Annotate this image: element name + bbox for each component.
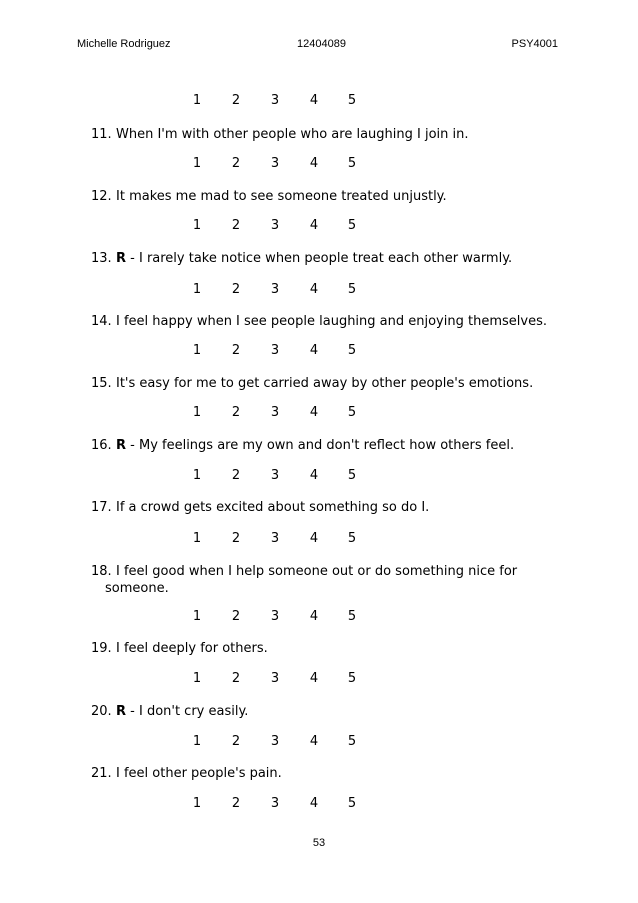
questionnaire-item-11 bbox=[91, 126, 561, 143]
questionnaire-item-12 bbox=[91, 188, 561, 205]
rating-scale bbox=[0, 671, 638, 689]
scale-option: 2 bbox=[231, 282, 241, 297]
scale-option: 5 bbox=[347, 468, 357, 483]
scale-option: 4 bbox=[309, 468, 319, 483]
scale-option: 2 bbox=[231, 218, 241, 233]
scale-option: 1 bbox=[192, 671, 202, 686]
scale-option: 5 bbox=[347, 734, 357, 749]
scale-option: 5 bbox=[347, 282, 357, 297]
item-number: 13. bbox=[91, 251, 112, 266]
item-number: 12. bbox=[91, 189, 112, 204]
scale-option: 1 bbox=[192, 343, 202, 358]
scale-option: 1 bbox=[192, 468, 202, 483]
page-header bbox=[0, 38, 638, 54]
scale-option: 2 bbox=[231, 796, 241, 811]
rating-scale bbox=[0, 468, 638, 486]
scale-option: 3 bbox=[270, 609, 280, 624]
scale-option: 1 bbox=[192, 609, 202, 624]
course-code: PSY4001 bbox=[511, 38, 558, 50]
scale-option: 1 bbox=[192, 93, 202, 108]
scale-option: 4 bbox=[309, 156, 319, 171]
questionnaire-item-19 bbox=[91, 640, 561, 657]
rating-scale bbox=[0, 405, 638, 423]
scale-option: 2 bbox=[231, 468, 241, 483]
questionnaire-item-17 bbox=[91, 499, 561, 516]
scale-option: 4 bbox=[309, 796, 319, 811]
scale-option: 1 bbox=[192, 282, 202, 297]
item-text: It makes me mad to see someone treated unjustly. bbox=[116, 189, 447, 204]
rating-scale bbox=[0, 218, 638, 236]
scale-option: 2 bbox=[231, 671, 241, 686]
item-number: 20. bbox=[91, 704, 112, 719]
scale-option: 2 bbox=[231, 405, 241, 420]
item-text: If a crowd gets excited about something so do I. bbox=[116, 500, 430, 515]
item-text: I feel other people's pain. bbox=[116, 766, 282, 781]
scale-option: 2 bbox=[231, 734, 241, 749]
scale-option: 2 bbox=[231, 343, 241, 358]
scale-option: 3 bbox=[270, 671, 280, 686]
scale-option: 1 bbox=[192, 405, 202, 420]
scale-option: 5 bbox=[347, 156, 357, 171]
scale-option: 2 bbox=[231, 531, 241, 546]
scale-option: 1 bbox=[192, 734, 202, 749]
scale-option: 3 bbox=[270, 734, 280, 749]
scale-option: 3 bbox=[270, 343, 280, 358]
rating-scale bbox=[0, 609, 638, 627]
scale-option: 5 bbox=[347, 671, 357, 686]
questionnaire-item-14 bbox=[91, 313, 561, 330]
item-number: 17. bbox=[91, 500, 112, 515]
scale-option: 4 bbox=[309, 671, 319, 686]
item-number: 14. bbox=[91, 314, 112, 329]
item-text: It's easy for me to get carried away by other people's emotions. bbox=[116, 376, 534, 391]
rating-scale bbox=[0, 156, 638, 174]
questionnaire-item-18 bbox=[91, 563, 561, 597]
scale-option: 4 bbox=[309, 531, 319, 546]
scale-option: 5 bbox=[347, 796, 357, 811]
page-number: 53 bbox=[312, 837, 326, 849]
item-number: 18. bbox=[91, 564, 112, 579]
scale-option: 3 bbox=[270, 218, 280, 233]
item-number: 15. bbox=[91, 376, 112, 391]
scale-option: 4 bbox=[309, 405, 319, 420]
questionnaire-item-16 bbox=[91, 437, 561, 454]
questionnaire-item-21 bbox=[91, 765, 561, 782]
rating-scale bbox=[0, 93, 638, 111]
scale-option: 5 bbox=[347, 343, 357, 358]
scale-option: 3 bbox=[270, 156, 280, 171]
scale-option: 1 bbox=[192, 218, 202, 233]
item-number: 19. bbox=[91, 641, 112, 656]
scale-option: 4 bbox=[309, 218, 319, 233]
scale-option: 1 bbox=[192, 156, 202, 171]
item-text: I feel good when I help someone out or do something nice for bbox=[116, 564, 518, 579]
item-number: 16. bbox=[91, 438, 112, 453]
scale-option: 3 bbox=[270, 468, 280, 483]
scale-option: 5 bbox=[347, 609, 357, 624]
scale-option: 2 bbox=[231, 609, 241, 624]
reverse-marker: R bbox=[116, 438, 127, 453]
item-text: I feel happy when I see people laughing and enjoying themselves. bbox=[116, 314, 547, 329]
author-name: Michelle Rodriguez bbox=[77, 38, 171, 50]
scale-option: 5 bbox=[347, 218, 357, 233]
scale-option: 4 bbox=[309, 343, 319, 358]
scale-option: 4 bbox=[309, 734, 319, 749]
scale-option: 1 bbox=[192, 796, 202, 811]
scale-option: 3 bbox=[270, 796, 280, 811]
questionnaire-item-13 bbox=[91, 250, 561, 267]
rating-scale bbox=[0, 531, 638, 549]
questionnaire-item-20 bbox=[91, 703, 561, 720]
reverse-marker: R bbox=[116, 704, 127, 719]
item-text: - My feelings are my own and don't reflect how others feel. bbox=[126, 438, 515, 453]
scale-option: 1 bbox=[192, 531, 202, 546]
scale-option: 2 bbox=[231, 93, 241, 108]
scale-option: 5 bbox=[347, 531, 357, 546]
scale-option: 4 bbox=[309, 93, 319, 108]
rating-scale bbox=[0, 734, 638, 752]
scale-option: 5 bbox=[347, 405, 357, 420]
scale-option: 2 bbox=[231, 156, 241, 171]
item-number: 21. bbox=[91, 766, 112, 781]
item-text-continuation: someone. bbox=[105, 581, 169, 596]
item-text: - I don't cry easily. bbox=[126, 704, 249, 719]
scale-option: 4 bbox=[309, 282, 319, 297]
scale-option: 4 bbox=[309, 609, 319, 624]
scale-option: 5 bbox=[347, 93, 357, 108]
item-text: - I rarely take notice when people treat each other warmly. bbox=[126, 251, 513, 266]
item-text: I feel deeply for others. bbox=[116, 641, 268, 656]
item-text: When I'm with other people who are laughing I join in. bbox=[116, 127, 469, 142]
reverse-marker: R bbox=[116, 251, 127, 266]
rating-scale bbox=[0, 796, 638, 814]
scale-option: 3 bbox=[270, 531, 280, 546]
scale-option: 3 bbox=[270, 93, 280, 108]
rating-scale bbox=[0, 343, 638, 361]
questionnaire-item-15 bbox=[91, 375, 561, 392]
item-number: 11. bbox=[91, 127, 112, 142]
scale-option: 3 bbox=[270, 405, 280, 420]
student-id: 12404089 bbox=[297, 38, 346, 50]
scale-option: 3 bbox=[270, 282, 280, 297]
rating-scale bbox=[0, 282, 638, 300]
